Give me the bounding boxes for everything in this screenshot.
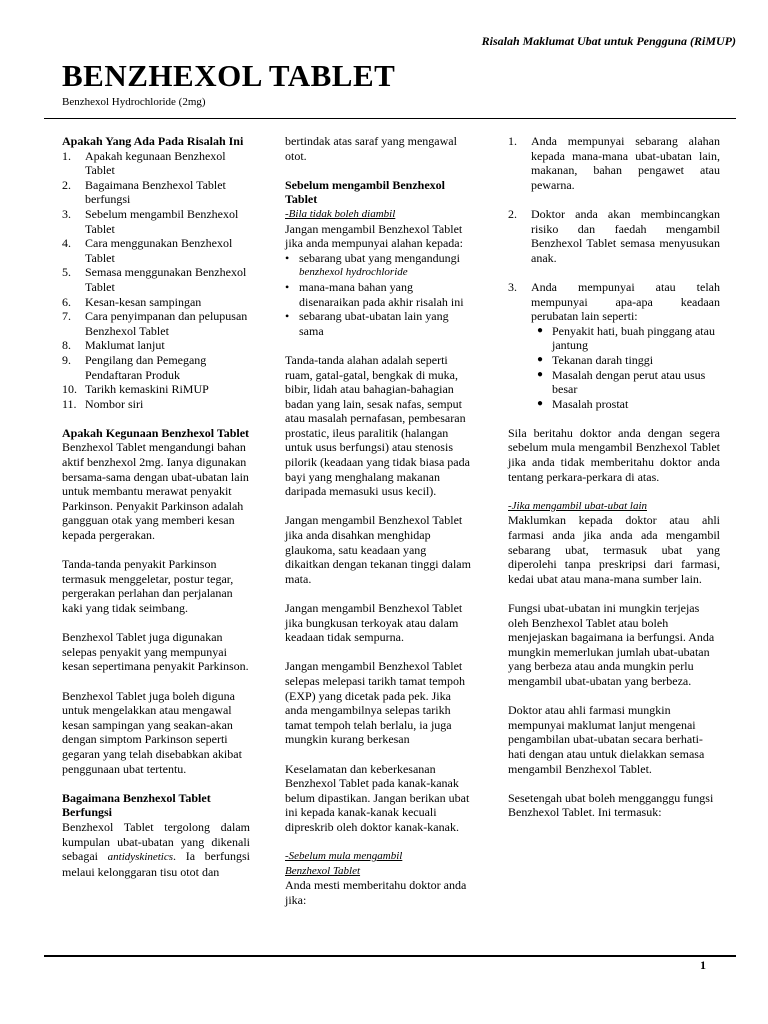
bullet-icon: • — [285, 309, 290, 324]
list-item — [528, 324, 720, 353]
list-item — [528, 397, 720, 412]
list-item — [528, 353, 720, 368]
list-item — [508, 134, 720, 192]
item-number: 2. — [62, 177, 71, 192]
item-text: Pengilang dan Pemegang Pendaftaran Produk — [85, 352, 207, 382]
list-item — [62, 236, 250, 265]
document-type-header: Risalah Maklumat Ubat untuk Pengguna (RiMUP) — [481, 34, 736, 48]
paragraph: Sila beritahu doktor anda dengan segera sebelum mula mengambil Benzhexol Tablet jika anda tidak memberitahu doktor anda tentang perkara-perkara di atas. — [508, 425, 720, 484]
toc-list — [62, 149, 250, 412]
page-subtitle: Benzhexol Hydrochloride (2mg) — [62, 96, 206, 108]
item-text: Sebelum mengambil Benzhexol Tablet — [85, 206, 239, 236]
paragraph: Benzhexol Tablet juga digunakan selepas penyakit yang mempunyai kesan sepertimana penyakit Parkinson. — [62, 630, 249, 674]
list-item — [62, 397, 250, 412]
tell-doctor-list — [508, 280, 720, 324]
list-item — [62, 207, 250, 236]
item-number: 1. — [62, 148, 71, 163]
item-text: sebarang ubat-ubatan lain yang sama — [299, 309, 449, 338]
list-item — [62, 149, 250, 178]
paragraph: Jangan mengambil Benzhexol Tablet jika anda mempunyai alahan kepada: — [285, 221, 463, 251]
column-1 — [62, 134, 250, 879]
list-item — [285, 309, 473, 338]
list-item — [285, 251, 473, 280]
item-number: 6. — [62, 294, 71, 309]
paragraph: Jangan mengambil Benzhexol Tablet jika anda disahkan menghidap glaukoma, satu keadaan yang dikaitkan dengan tekanan tinggi dalam mata. — [285, 513, 471, 586]
item-number: 1. — [508, 134, 517, 148]
item-text: Cara menggunakan Benzhexol Tablet — [85, 236, 233, 265]
list-item — [62, 265, 250, 294]
item-text: Penyakit hati, buah pinggang atau jantung — [552, 323, 715, 353]
list-item — [285, 280, 473, 309]
conditions-list — [508, 324, 720, 412]
section-heading-function: Bagaimana Benzhexol Tablet Berfungsi — [62, 790, 211, 820]
paragraph — [62, 820, 250, 879]
bullet-icon: • — [285, 250, 290, 265]
paragraph: Benzhexol Tablet juga boleh diguna untuk mengelakkan atau mengawal kesan sampingan yang seakan-akan dengan simptom Parkinson seperti gegaran yang telah disebabkan akibat penggunaan ubat tertentu. — [62, 688, 242, 776]
item-text: Tarikh kemaskini RiMUP — [85, 382, 209, 397]
subheading-other-medicines: -Jika mengambil ubat-ubat lain — [508, 499, 648, 512]
top-divider — [44, 118, 736, 119]
item-text: Kesan-kesan sampingan — [85, 294, 202, 309]
item-text: Apakah kegunaan Benzhexol Tablet — [85, 148, 226, 178]
list-item — [62, 178, 250, 207]
item-text: Cara penyimpanan dan pelupusan Benzhexol Tablet — [85, 309, 248, 338]
bottom-divider — [44, 955, 736, 957]
paragraph: Tanda-tanda alahan adalah seperti ruam, gatal-gatal, bengkak di muka, bibir, lidah atau bahagian-bahagian badan yang lain, sesak nafas, semput atau masalah pernafasan, pembesaran prostatic, ileus paralitik (halangan untuk usus berfungsi) atau stenosis pilorik (keadaan yang tidak biasa pada bayi yang menghalang makanan daripada memasuki usus kecil). — [285, 352, 470, 499]
list-item — [508, 207, 720, 265]
item-text: Anda mempunyai sebarang alahan kepada mana-mana ubat-ubatan lain, makanan, bahan pengawet atau pewarna. — [531, 134, 720, 192]
section-heading-uses: Apakah Kegunaan Benzhexol Tablet — [62, 425, 250, 440]
subheading-when-not-to-take: -Bila tidak boleh diambil — [285, 207, 396, 220]
item-number: 7. — [62, 309, 71, 324]
item-number: 8. — [62, 338, 71, 353]
bullet-icon: ● — [536, 368, 544, 380]
paragraph: Anda mesti memberitahu doktor anda jika: — [285, 878, 467, 907]
text-run: Benzhexol Tablet tergolong dalam kumpulan ubat-ubatan yang dikenali sebagai — [62, 819, 250, 864]
text-run: . Ia berfungsi melaui kelonggaran tisu otot dan — [62, 849, 250, 879]
tell-doctor-list — [508, 207, 720, 265]
list-item — [62, 295, 250, 310]
item-number: 10. — [62, 382, 77, 397]
item-text: Masalah dengan perut atau usus besar — [552, 367, 706, 397]
item-text: mana-mana bahan yang disenaraikan pada akhir risalah ini — [299, 279, 464, 309]
item-number: 4. — [62, 236, 71, 251]
paragraph: Keselamatan dan keberkesanan Benzhexol Tablet pada kanak-kanak belum dipastikan. Jangan berikan ubat ini kepada kanak-kanak kecuali dipreskrib oleh doktor kanak-kanak. — [285, 761, 470, 834]
list-item — [62, 353, 250, 382]
bullet-icon: ● — [536, 324, 544, 336]
paragraph: Maklumkan kepada doktor atau ahli farmasi anda jika anda ada mengambil sebarang ubat, termasuk ubat yang diperolehi tanpa preskripsi dari farmasi, kedai ubat atau mana-mana sumber lain. — [508, 513, 720, 586]
item-text: Anda mempunyai atau telah mempunyai apa-apa keadaan perubatan lain seperti: — [531, 279, 720, 324]
paragraph: Jangan mengambil Benzhexol Tablet jika bungkusan terkoyak atau dalam keadaan tidak sempurna. — [285, 601, 463, 645]
paragraph: Benzhexol Tablet mengandungi bahan aktif benzhexol 2mg. Ianya digunakan bersama-sama dengan ubat-ubatan lain untuk membantu merawat penyakit Parkinson. Penyakit Parkinson adalah gangguan otak yang memberi kesan kepada pergerakan. — [62, 440, 249, 543]
item-number: 5. — [62, 265, 71, 280]
list-item — [62, 338, 250, 353]
paragraph: Jangan mengambil Benzhexol Tablet selepas melepasi tarikh tamat tempoh (EXP) yang dicetak pada pek. Jika anda mengambilnya selepas tarikh tamat tempoh telah berlalu, ia juga mungkin kurang berkesan — [285, 659, 465, 747]
paragraph: bertindak atas saraf yang mengawal otot. — [285, 134, 457, 163]
item-text: Tekanan darah tinggi — [552, 352, 654, 367]
item-text: Bagaimana Benzhexol Tablet berfungsi — [85, 177, 226, 207]
item-text: Nombor siri — [85, 396, 144, 411]
list-item — [62, 309, 250, 338]
list-item — [62, 382, 250, 397]
item-text: Masalah prostat — [552, 396, 629, 411]
allergy-list — [285, 251, 473, 339]
section-heading-before: Sebelum mengambil Benzhexol Tablet — [285, 177, 446, 207]
item-number: 3. — [62, 206, 71, 221]
bullet-icon: ● — [536, 397, 544, 409]
bullet-icon: • — [285, 279, 290, 294]
italic-term: benzhexol hydrochloride — [299, 266, 408, 279]
column-3 — [508, 134, 720, 820]
paragraph: Doktor atau ahli farmasi mungkin mempunyai maklumat lanjut mengenai pengambilan ubat-ubatan secara berhati-hati dengan atau untuk dielakkan semasa mengambil Benzhexol Tablet. — [508, 703, 705, 776]
tell-doctor-list — [508, 134, 720, 192]
paragraph: Fungsi ubat-ubatan ini mungkin terjejas oleh Benzhexol Tablet atau boleh menjejaskan bagaimana ia berfungsi. Anda mungkin memerlukan jumlah ubat-ubatan yang berbeza atau anda mungkin perlu mengambil ubat-ubatan yang berbeza. — [508, 601, 715, 688]
item-text: Doktor anda akan membincangkan risiko dan faedah mengambil Benzhexol Tablet semasa menyusukan anak. — [531, 206, 720, 265]
page-title: BENZHEXOL TABLET — [62, 58, 396, 93]
page-number: 1 — [700, 958, 706, 972]
toc-heading: Apakah Yang Ada Pada Risalah Ini — [62, 134, 244, 148]
italic-term: antidyskinetics — [107, 851, 174, 864]
list-item — [528, 368, 720, 397]
item-text: Semasa menggunakan Benzhexol Tablet — [85, 265, 247, 294]
paragraph: Sesetengah ubat boleh mengganggu fungsi Benzhexol Tablet. Ini termasuk: — [508, 790, 714, 820]
bullet-icon: ● — [536, 353, 544, 365]
paragraph: Tanda-tanda penyakit Parkinson termasuk menggeletar, postur tegar, pergerakan perlahan dan perjalanan kaki yang tidak seimbang. — [62, 557, 234, 615]
item-number: 3. — [508, 279, 517, 294]
item-number: 2. — [508, 206, 517, 221]
item-number: 11. — [62, 396, 77, 411]
item-text: Maklumat lanjut — [85, 338, 165, 353]
subheading-before-start: -Sebelum mula mengambil Benzhexol Tablet — [285, 850, 403, 877]
item-text: sebarang ubat yang mengandungi — [299, 250, 460, 265]
list-item — [508, 280, 720, 324]
column-2 — [285, 134, 473, 907]
item-number: 9. — [62, 352, 71, 367]
